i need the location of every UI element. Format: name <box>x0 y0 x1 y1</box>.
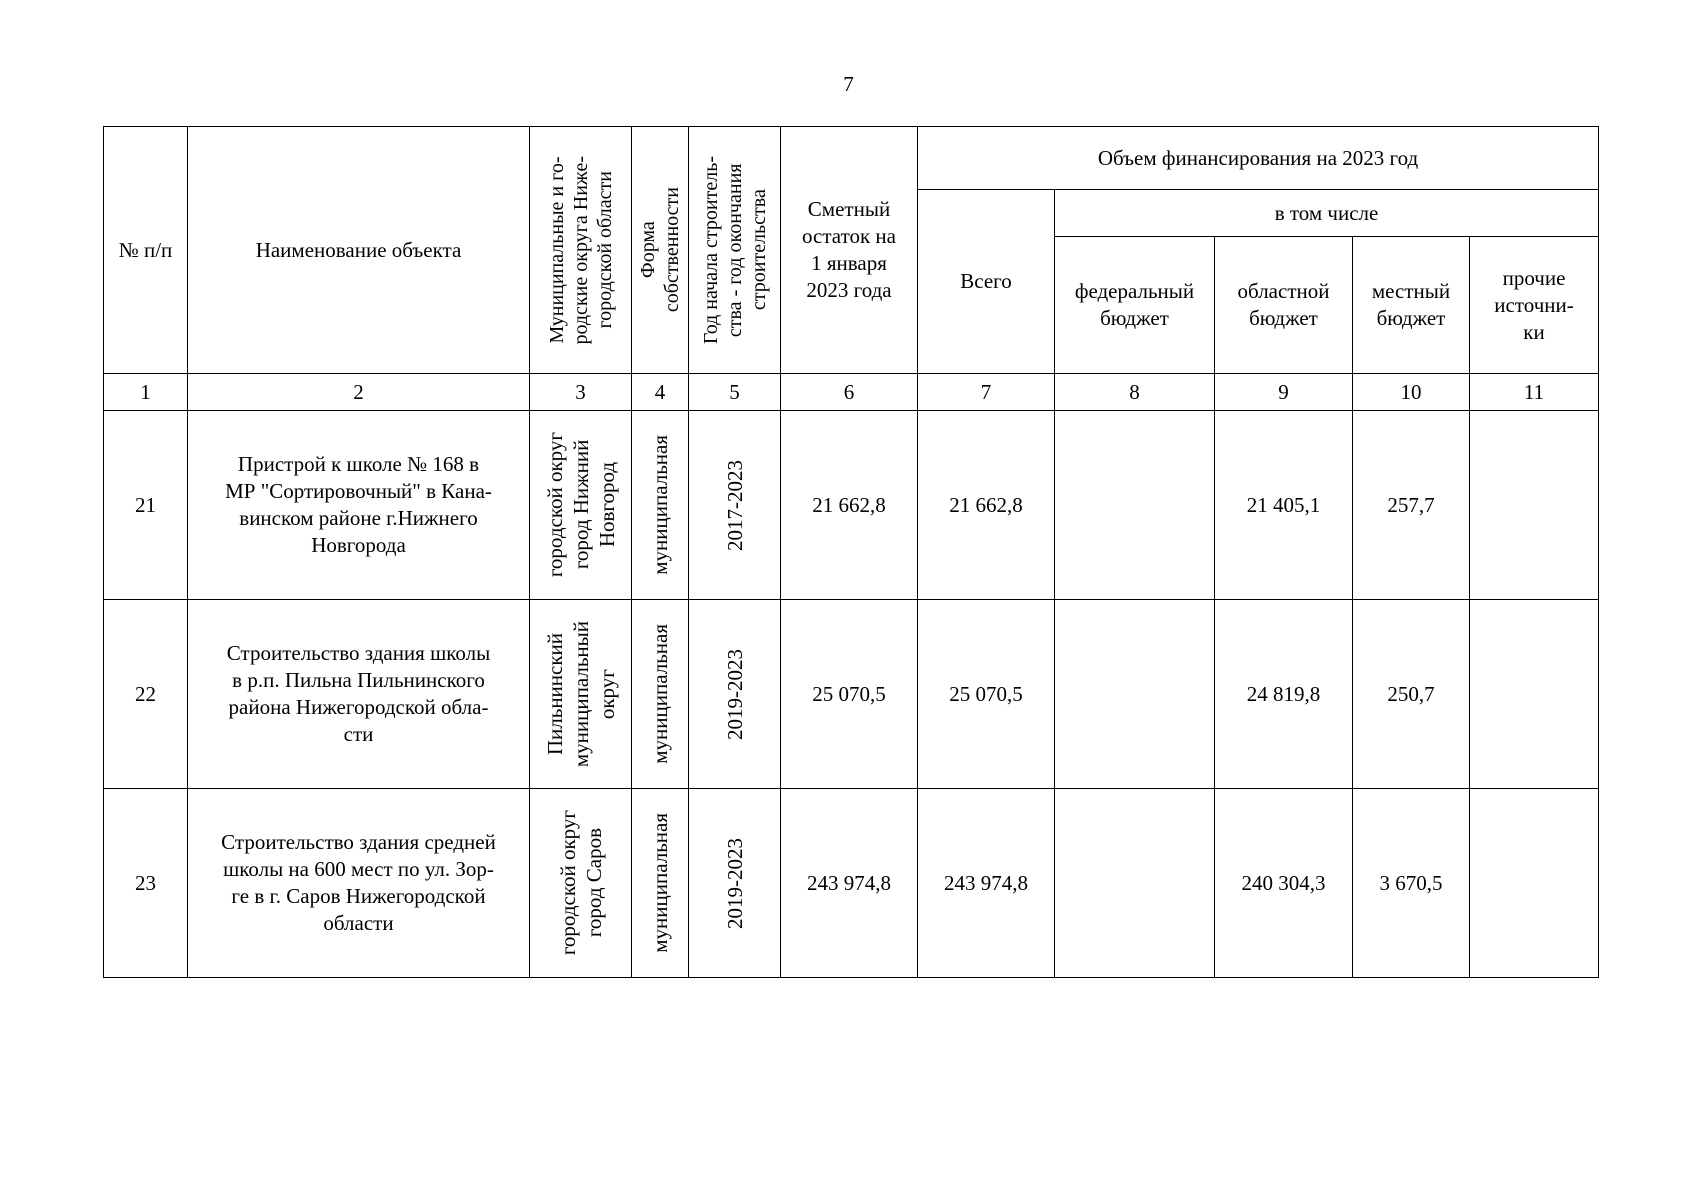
local-budget: 3 670,5 <box>1353 789 1470 978</box>
column-number: 8 <box>1055 374 1215 411</box>
header-other: прочие источни- ки <box>1470 237 1599 374</box>
table-header <box>104 127 1599 411</box>
total-financing: 25 070,5 <box>918 600 1055 789</box>
object-name: Строительство здания школы в р.п. Пильна Пильнинского района Нижегородской обла- сти <box>188 600 530 789</box>
construction-years: 2019-2023 <box>689 600 781 789</box>
estimated-balance: 21 662,8 <box>781 411 918 600</box>
construction-years: 2019-2023 <box>689 789 781 978</box>
column-number: 3 <box>530 374 632 411</box>
estimated-balance: 243 974,8 <box>781 789 918 978</box>
column-number: 7 <box>918 374 1055 411</box>
ownership: муниципальная <box>632 789 689 978</box>
municipality: городской округ город Саров <box>530 789 632 978</box>
row-no: 21 <box>104 411 188 600</box>
regional-budget: 21 405,1 <box>1215 411 1353 600</box>
header-federal: федеральный бюджет <box>1055 237 1215 374</box>
regional-budget: 24 819,8 <box>1215 600 1353 789</box>
regional-budget: 240 304,3 <box>1215 789 1353 978</box>
local-budget: 257,7 <box>1353 411 1470 600</box>
table-row <box>104 600 1599 789</box>
column-number: 11 <box>1470 374 1599 411</box>
header-no: № п/п <box>104 127 188 374</box>
federal-budget <box>1055 789 1215 978</box>
header-years: Год начала строитель- ства - год окончания строительства <box>689 127 781 374</box>
row-no: 22 <box>104 600 188 789</box>
column-number: 4 <box>632 374 689 411</box>
header-including: в том числе <box>1055 190 1599 237</box>
other-sources <box>1470 600 1599 789</box>
column-number: 10 <box>1353 374 1470 411</box>
construction-years: 2017-2023 <box>689 411 781 600</box>
municipality: Пильнинский муниципальный округ <box>530 600 632 789</box>
header-ownership: Форма собственности <box>632 127 689 374</box>
other-sources <box>1470 411 1599 600</box>
page-number: 7 <box>843 72 854 96</box>
header-financing-group: Объем финансирования на 2023 год <box>918 127 1599 190</box>
column-number: 1 <box>104 374 188 411</box>
table-body <box>104 411 1599 978</box>
header-balance: Сметный остаток на 1 января 2023 года <box>781 127 918 374</box>
column-number: 6 <box>781 374 918 411</box>
header-local: местный бюджет <box>1353 237 1470 374</box>
federal-budget <box>1055 600 1215 789</box>
header-name: Наименование объекта <box>188 127 530 374</box>
object-name: Строительство здания средней школы на 600 мест по ул. Зор- ге в г. Саров Нижегородской области <box>188 789 530 978</box>
column-number: 2 <box>188 374 530 411</box>
header-municipality: Муниципальные и го- родские округа Ниже- городской области <box>530 127 632 374</box>
header-regional: областной бюджет <box>1215 237 1353 374</box>
ownership: муниципальная <box>632 600 689 789</box>
municipality: городской округ город Нижний Новгород <box>530 411 632 600</box>
column-number: 5 <box>689 374 781 411</box>
row-no: 23 <box>104 789 188 978</box>
total-financing: 21 662,8 <box>918 411 1055 600</box>
header-total: Всего <box>918 190 1055 374</box>
column-number-row <box>104 374 1599 411</box>
estimated-balance: 25 070,5 <box>781 600 918 789</box>
object-name: Пристрой к школе № 168 в МР "Сортировочный" в Кана- винском районе г.Нижнего Новгорода <box>188 411 530 600</box>
financing-table <box>103 126 1599 978</box>
ownership: муниципальная <box>632 411 689 600</box>
other-sources <box>1470 789 1599 978</box>
total-financing: 243 974,8 <box>918 789 1055 978</box>
table-row <box>104 789 1599 978</box>
local-budget: 250,7 <box>1353 600 1470 789</box>
federal-budget <box>1055 411 1215 600</box>
column-number: 9 <box>1215 374 1353 411</box>
table-row <box>104 411 1599 600</box>
